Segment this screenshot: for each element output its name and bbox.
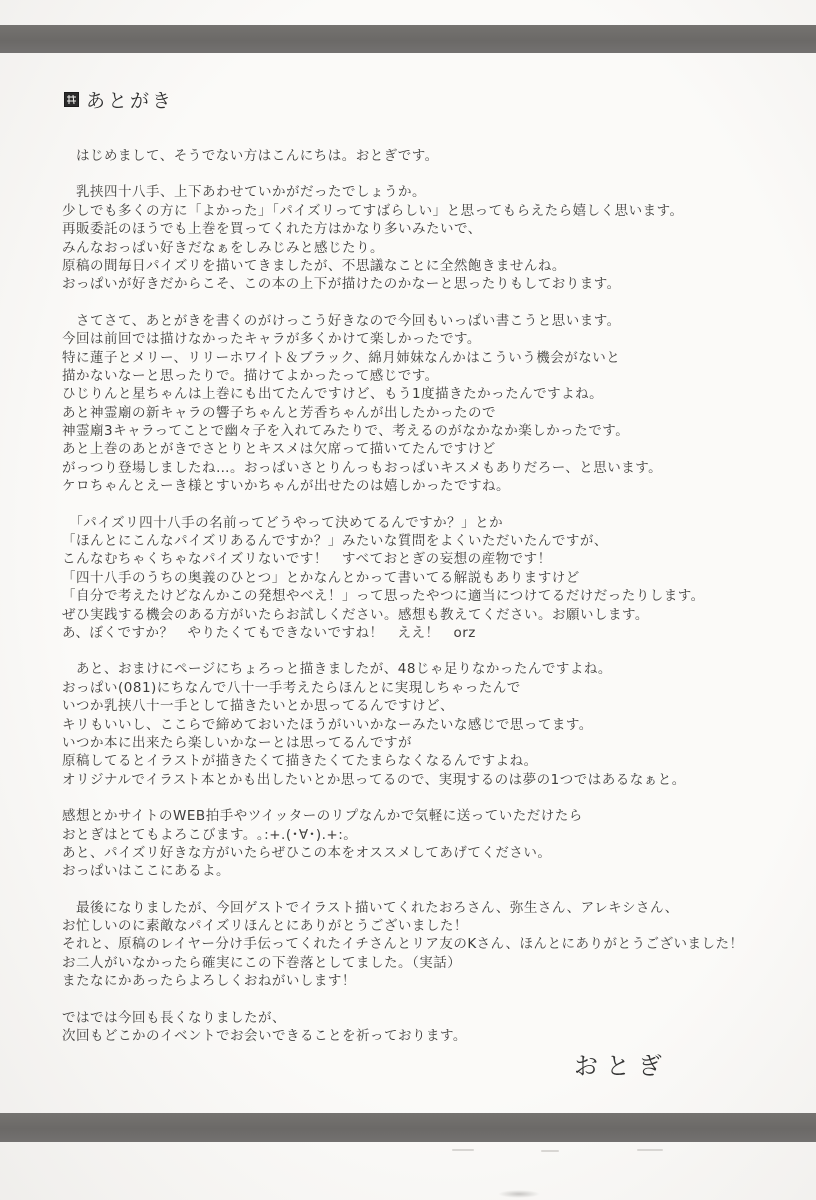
text-line: 描かないなーと思ったりで。描けてよかったって感じです。 <box>62 367 439 384</box>
text-line: 少しでも多くの方に「よかった」「パイズリってすばらしい」と思ってもらえたら嬉しく思います。 <box>62 202 684 219</box>
text-line: 最後になりましたが、今回ゲストでイラスト描いてくれたおろさん、弥生さん、アレキシさん、 <box>62 899 679 916</box>
paragraph <box>62 147 768 165</box>
text-line: 今回は前回では描けなかったキャラが多くかけて楽しかったです。 <box>62 331 481 348</box>
text-line: 特に蓮子とメリー、リリーホワイト＆ブラック、綿月姉妹なんかはこういう機会がないと <box>62 349 621 366</box>
afterword-content <box>62 86 768 1063</box>
text-line: ぜひ実践する機会のある方がいたらお試しください。感想も教えてください。お願いします。 <box>62 606 649 623</box>
text-line: 「自分で考えたけどなんかこの発想やべえ！」って思ったやつに適当につけてるだけだったりします。 <box>62 588 705 605</box>
text-line: さてさて、あとがきを書くのがけっこう好きなので今回もいっぱい書こうと思います。 <box>62 312 621 329</box>
text-line: あと神霊廟の新キャラの響子ちゃんと芳香ちゃんが出したかったので <box>62 404 496 421</box>
scan-edge-bar-bottom <box>0 1113 816 1142</box>
paragraph <box>62 899 768 991</box>
text-line: 原稿してるとイラストが描きたくて描きたくてたまらなくなるんですよね。 <box>62 753 538 770</box>
text-line: 「四十八手のうちの奥義のひとつ」とかなんとかって書いてる解説もありますけど <box>62 569 580 586</box>
text-line: おっぱいが好きだからこそ、この本の上下が描けたのかなーと思ったりもしております。 <box>62 276 621 293</box>
text-line: おっぱいはここにあるよ。 <box>62 863 230 880</box>
text-line: 乳挟四十八手、上下あわせていかがだったでしょうか。 <box>62 184 426 201</box>
text-line: ひじりんと星ちゃんは上巻にも出てたんですけど、もう1度描きたかったんですよね。 <box>62 386 604 403</box>
text-line: 原稿の間毎日パイズリを描いてきましたが、不思議なことに全然飽きませんね。 <box>62 257 566 274</box>
paragraph <box>62 1009 768 1046</box>
paragraph <box>62 514 768 643</box>
text-line: あ、ぼくですか？ やりたくてもできないですね！ ええ！ orz <box>62 624 476 641</box>
scan-artifact <box>541 1150 559 1152</box>
text-line: 「パイズリ四十八手の名前ってどうやって決めてるんですか？」とか <box>62 514 504 531</box>
text-line: はじめまして、そうでない方はこんにちは。おとぎです。 <box>62 148 439 164</box>
paragraph <box>62 660 768 789</box>
text-line: 再販委託のほうでも上巻を買ってくれた方はかなり多いみたいで、 <box>62 221 482 238</box>
author-signature: おとぎ <box>574 1052 670 1080</box>
text-line: 「ほんとにこんなパイズリあるんですか？」みたいな質問をよくいただいたんですが、 <box>62 533 608 550</box>
scan-edge-bar-top <box>0 25 816 53</box>
paragraph <box>62 312 768 496</box>
text-line: みんなおっぱい好きだなぁをしみじみと感じたり。 <box>62 239 384 256</box>
text-line: ではでは今回も長くなりましたが、 <box>62 1009 286 1026</box>
page-title <box>64 86 768 113</box>
text-line: 感想とかサイトのWEB拍手やツイッターのリプなんかで気軽に送っていただけたら <box>62 808 583 825</box>
scan-smudge <box>498 1190 540 1198</box>
text-line: おっぱい(081)にちなんで八十一手考えたらほんとに実現しちゃったんで <box>62 679 521 696</box>
text-line: またなにかあったらよろしくおねがいします！ <box>62 973 356 990</box>
text-line: 次回もどこかのイベントでお会いできることを祈っております。 <box>62 1028 467 1045</box>
text-line: いつか乳挟八十一手として描きたいとか思ってるんですけど、 <box>62 698 454 715</box>
paragraph <box>62 183 768 293</box>
section-marker-icon <box>64 92 79 107</box>
text-line: あと、おまけにページにちょろっと描きましたが、48じゃ足りなかったんですよね。 <box>62 661 612 678</box>
page-title-text: あとがき <box>86 90 175 112</box>
text-line: あと上巻のあとがきでさとりとキスメは欠席って描いてたんですけど <box>62 441 496 458</box>
text-line: がっつり登場しましたね…。おっぱいさとりんっもおっぱいキスメもありだろー、と思います。 <box>62 459 663 476</box>
text-line: オリジナルでイラスト本とかも出したいとか思ってるので、実現するのは夢の1つではあるなぁと。 <box>62 771 686 788</box>
text-line: それと、原稿のレイヤー分け手伝ってくれたイチさんとリア友のKさん、ほんとにありがとうございました！ <box>62 936 744 953</box>
text-line: キリもいいし、ここらで締めておいたほうがいいかなーみたいな感じで思ってます。 <box>62 716 593 733</box>
afterword-text <box>62 147 768 1045</box>
scan-artifact <box>452 1149 474 1151</box>
text-line: お二人がいなかったら確実にこの下巻落としてました。（実話） <box>62 954 462 971</box>
scan-artifact <box>637 1149 663 1151</box>
text-line: あと、パイズリ好きな方がいたらぜひこの本をオススメしてあげてください。 <box>62 844 552 861</box>
text-line: 神霊廟3キャラってことで幽々子を入れてみたりで、考えるのがなかなか楽しかったです。 <box>62 423 630 440</box>
paragraph <box>62 807 768 881</box>
text-line: こんなむちゃくちゃなパイズリないです！ すべておとぎの妄想の産物です！ <box>62 551 552 568</box>
text-line: お忙しいのに素敵なパイズリほんとにありがとうございました！ <box>62 918 468 935</box>
text-line: ケロちゃんとえーき様とすいかちゃんが出せたのは嬉しかったですね。 <box>62 478 510 495</box>
text-line: おとぎはとてもよろこびます。｡:+.(･∀･).+:｡ <box>62 826 351 843</box>
text-line: いつか本に出来たら楽しいかなーとは思ってるんですが <box>62 734 412 751</box>
